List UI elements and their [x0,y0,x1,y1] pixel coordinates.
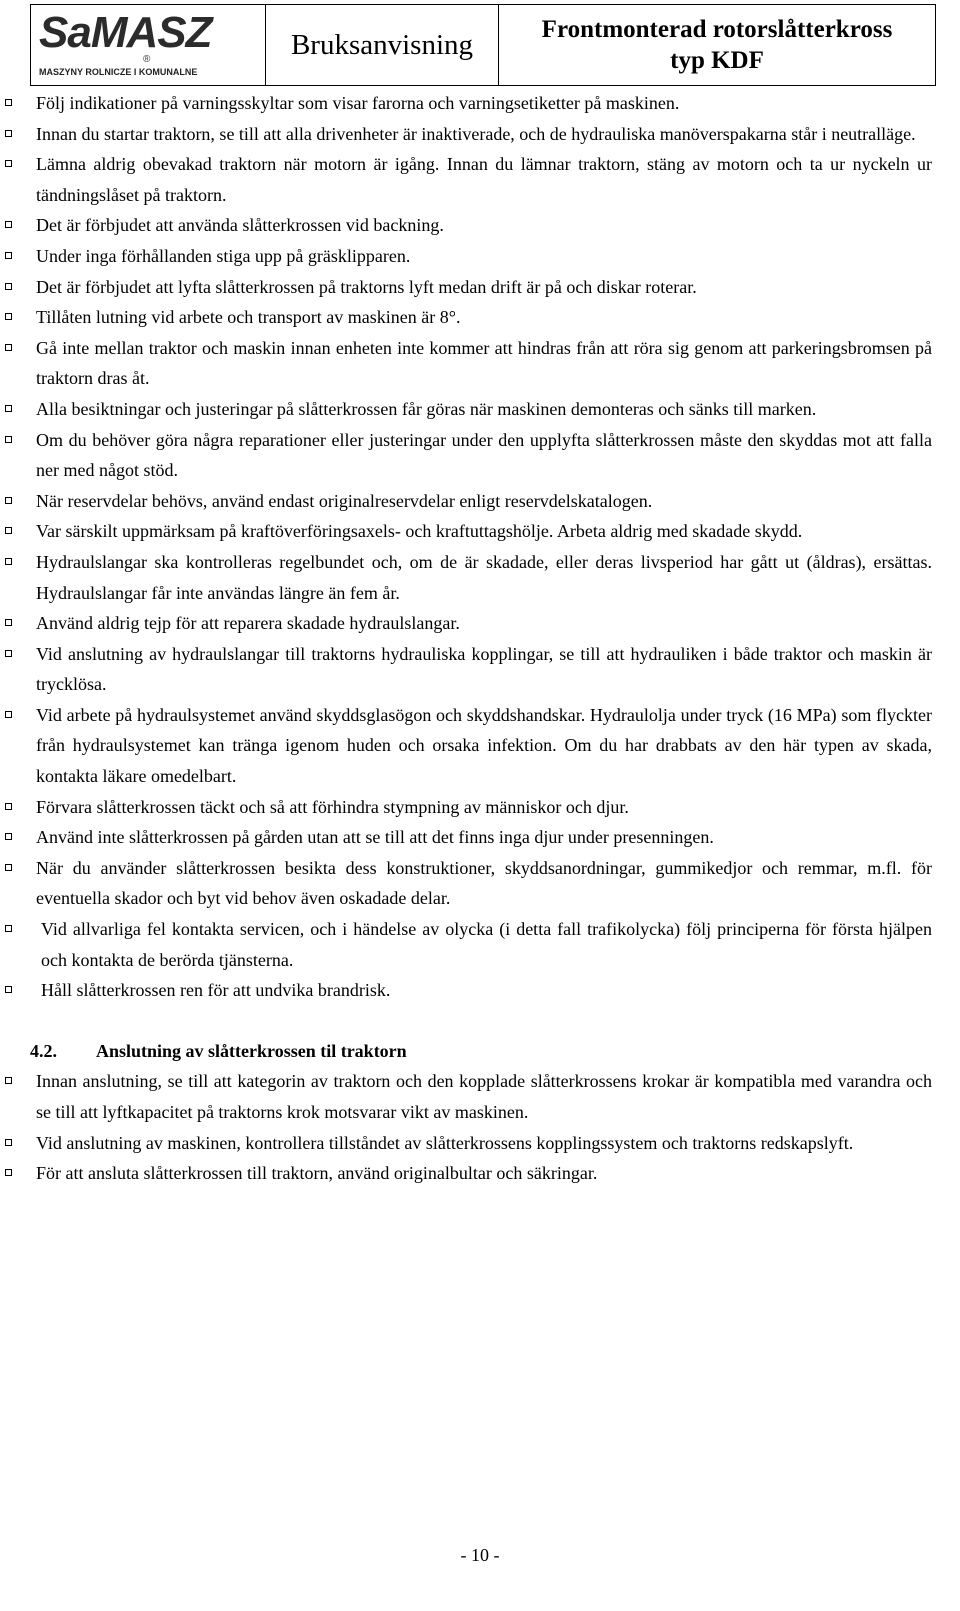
samasz-logo [31,5,266,85]
checkbox-bullet-icon [5,833,12,840]
document-body [30,88,932,1189]
checkbox-bullet-icon [5,1077,12,1084]
logo-registered-mark: ® [143,54,151,65]
safety-bullet: Alla besiktningar och justeringar på slåtterkrossen får göras när maskinen demonteras och sänks till marken. [30,394,932,425]
safety-bullet: Det är förbjudet att lyfta slåtterkrossen på traktorns lyft medan drift är på och diskar roterar. [30,272,932,303]
checkbox-bullet-icon [5,252,12,259]
safety-bullet: Lämna aldrig obevakad traktorn när motorn är igång. Innan du lämnar traktorn, stäng av motorn och ta ur nyckeln ur tändningslåset på traktorn. [30,149,932,210]
checkbox-bullet-icon [5,1169,12,1176]
checkbox-bullet-icon [5,527,12,534]
checkbox-bullet-icon [5,803,12,810]
safety-bullet: Använd aldrig tejp för att reparera skadade hydraulslangar. [30,608,932,639]
safety-bullet: Var särskilt uppmärksam på kraftöverföringsaxels- och kraftuttagshölje. Arbeta aldrig med skadade skydd. [30,516,932,547]
connection-bullet: Vid anslutning av maskinen, kontrollera tillståndet av slåtterkrossens kopplingssystem och traktorns redskapslyft. [30,1128,932,1159]
safety-bullet: När reservdelar behövs, använd endast originalreservdelar enligt reservdelskatalogen. [30,486,932,517]
checkbox-bullet-icon [5,986,12,993]
checkbox-bullet-icon [5,283,12,290]
checkbox-bullet-icon [5,650,12,657]
checkbox-bullet-icon [5,130,12,137]
checkbox-bullet-icon [5,558,12,565]
safety-bullet: Det är förbjudet att använda slåtterkrossen vid backning. [30,210,932,241]
safety-bullet: Under inga förhållanden stiga upp på gräsklipparen. [30,241,932,272]
connection-bullet: Innan anslutning, se till att kategorin av traktorn och den kopplade slåtterkrossens krokar är kompatibla med varandra och se till att lyftkapacitet på traktorns krok motsvarar vikt av maskinen. [30,1066,932,1127]
checkbox-bullet-icon [5,925,12,932]
safety-bullet: Förvara slåtterkrossen täckt och så att förhindra stympning av människor och djur. [30,792,932,823]
checkbox-bullet-icon [5,864,12,871]
safety-bullet: Innan du startar traktorn, se till att alla drivenheter är inaktiverade, och de hydrauliska manöverspakarna står i neutralläge. [30,119,932,150]
safety-bullet: Hydraulslangar ska kontrolleras regelbundet och, om de är skadade, eller deras livsperiod har gått ut (åldras), ersättas. Hydraulslangar får inte användas längre än fem år. [30,547,932,608]
safety-bullet: Håll slåtterkrossen ren för att undvika brandrisk. [30,975,932,1006]
page-number: - 10 - [460,1545,500,1565]
checkbox-bullet-icon [5,711,12,718]
checkbox-bullet-icon [5,619,12,626]
page-header [30,4,936,86]
safety-bullet: Gå inte mellan traktor och maskin innan enheten inte kommer att hindras från att röra sig genom att parkeringsbromsen på traktorn dras åt. [30,333,932,394]
checkbox-bullet-icon [5,160,12,167]
checkbox-bullet-icon [5,1139,12,1146]
safety-bullet: När du använder slåtterkrossen besikta dess konstruktioner, skyddsanordningar, gummikedjor och remmar, m.fl. för eventuella skador och byt vid behov även oskadade delar. [30,853,932,914]
product-title-line2: typ KDF [670,47,764,74]
checkbox-bullet-icon [5,313,12,320]
safety-bullet: Följ indikationer på varningsskyltar som visar farorna och varningsetiketter på maskinen. [30,88,932,119]
checkbox-bullet-icon [5,344,12,351]
checkbox-bullet-icon [5,99,12,106]
logo-subtitle: MASZYNY ROLNICZE I KOMUNALNE [39,67,198,77]
header-manual-title: Bruksanvisning [266,5,499,85]
checkbox-bullet-icon [5,221,12,228]
section-heading [30,1036,932,1067]
section-title: Anslutning av slåtterkrossen til traktorn [96,1040,407,1061]
checkbox-bullet-icon [5,436,12,443]
header-product-title [499,5,935,85]
safety-bullet: Vid allvarliga fel kontakta servicen, och i händelse av olycka (i detta fall trafikolycka) följ principerna för första hjälpen och kontakta de berörda tjänsterna. [30,914,932,975]
safety-bullet: Vid arbete på hydraulsystemet använd skyddsglasögon och skyddshandskar. Hydraulolja under tryck (16 MPa) som flyckter från hydraulsystemet kan tränga igenom huden och orsaka infektion. Om du har drabbats av den här typen av skada, kontakta läkare omedelbart. [30,700,932,792]
logo-wordmark: SaMASZ [39,8,212,57]
safety-bullet: Vid anslutning av hydraulslangar till traktorns hydrauliska kopplingar, se till att hydrauliken i både traktor och maskin är trycklösa. [30,639,932,700]
checkbox-bullet-icon [5,497,12,504]
safety-bullet: Om du behöver göra några reparationer eller justeringar under den upplyfta slåtterkrossen måste den skyddas mot att falla ner med något stöd. [30,425,932,486]
safety-bullet: Använd inte slåtterkrossen på gården utan att se till att det finns inga djur under presenningen. [30,822,932,853]
section-number: 4.2. [30,1040,57,1061]
safety-bullet: Tillåten lutning vid arbete och transport av maskinen är 8°. [30,302,932,333]
checkbox-bullet-icon [5,405,12,412]
product-title-line1: Frontmonterad rotorslåtterkross [541,16,893,43]
connection-bullet: För att ansluta slåtterkrossen till traktorn, använd originalbultar och säkringar. [30,1158,932,1189]
